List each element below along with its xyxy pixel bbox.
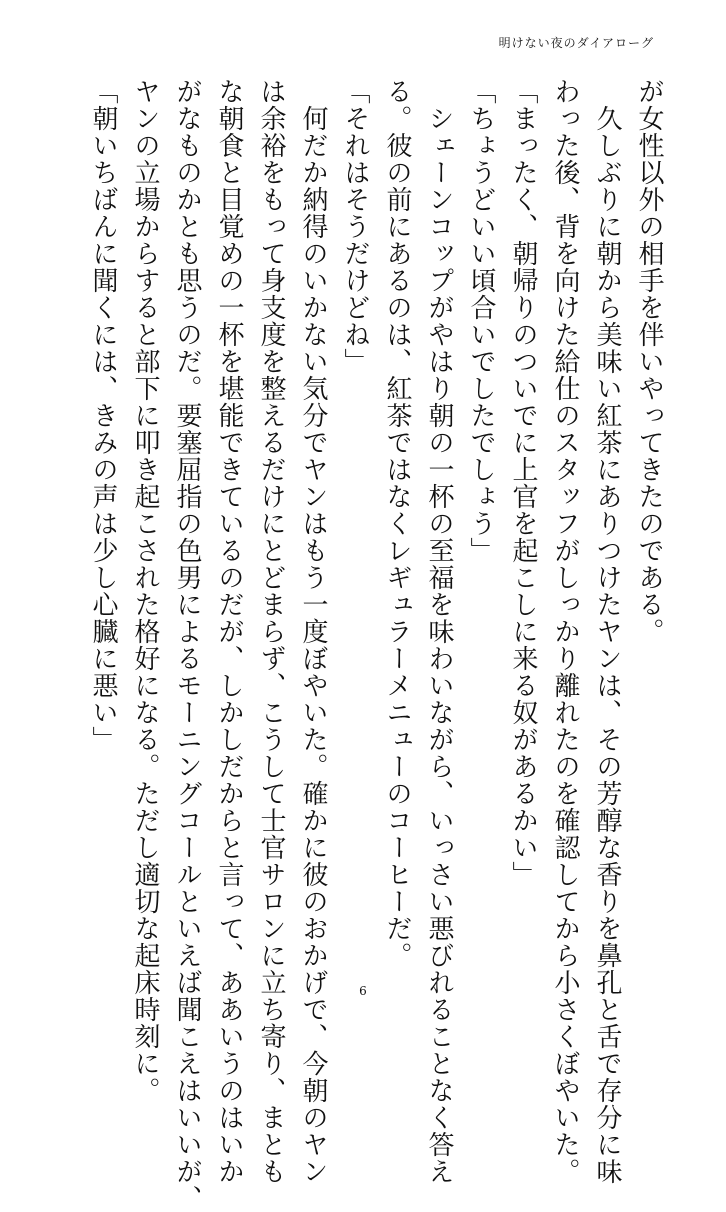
text-line: が女性以外の相手を伴いやってきたのである。	[634, 78, 664, 645]
text-line: シェーンコップがやはり朝の一杯の至福を味わいながら、いっさい悪びれることなく答え	[424, 78, 454, 1185]
page-number: 6	[359, 984, 367, 998]
text-line: わった後、背を向けた給仕のスタッフがしっかり離れたのを確認してから小さくぼやいた。	[550, 78, 580, 1185]
text-line: 「それはそうだけどね」	[340, 78, 370, 375]
text-line: 「まったく、朝帰りのついでに上官を起こしに来る奴があるかい」	[508, 78, 538, 888]
text-line: る。彼の前にあるのは、紅茶ではなくレギュラーメニューのコーヒーだ。	[382, 78, 412, 969]
text-line: 「ちょうどいい頃合いでしたでしょう」	[466, 78, 496, 564]
text-line: ヤンの立場からすると部下に叩き起こされた格好になる。ただし適切な起床時刻に。	[130, 78, 160, 1104]
text-line: な朝食と目覚めの一杯を堪能できているのだが、しかしだからと言って、ああいうのはいか	[214, 78, 244, 1185]
running-header: 明けない夜のダイアローグ	[498, 36, 654, 50]
vertical-body-text	[82, 78, 670, 1212]
text-line: 「朝いちばんに聞くには、きみの声は少し心臓に悪い」	[88, 78, 118, 753]
text-line: がなものかとも思うのだ。要塞屈指の色男によるモーニングコールといえば聞こえはいいが、	[172, 78, 202, 1212]
text-line: 久しぶりに朝から美味い紅茶にありつけたヤンは、その芳醇な香りを鼻孔と舌で存分に味	[592, 78, 622, 1185]
text-line: は余裕をもって身支度を整えるだけにとどまらず、こうして士官サロンに立ち寄り、まとも	[256, 78, 286, 1185]
text-line: 何だか納得のいかない気分でヤンはもう一度ぼやいた。確かに彼のおかげで、今朝のヤン	[298, 78, 328, 1185]
